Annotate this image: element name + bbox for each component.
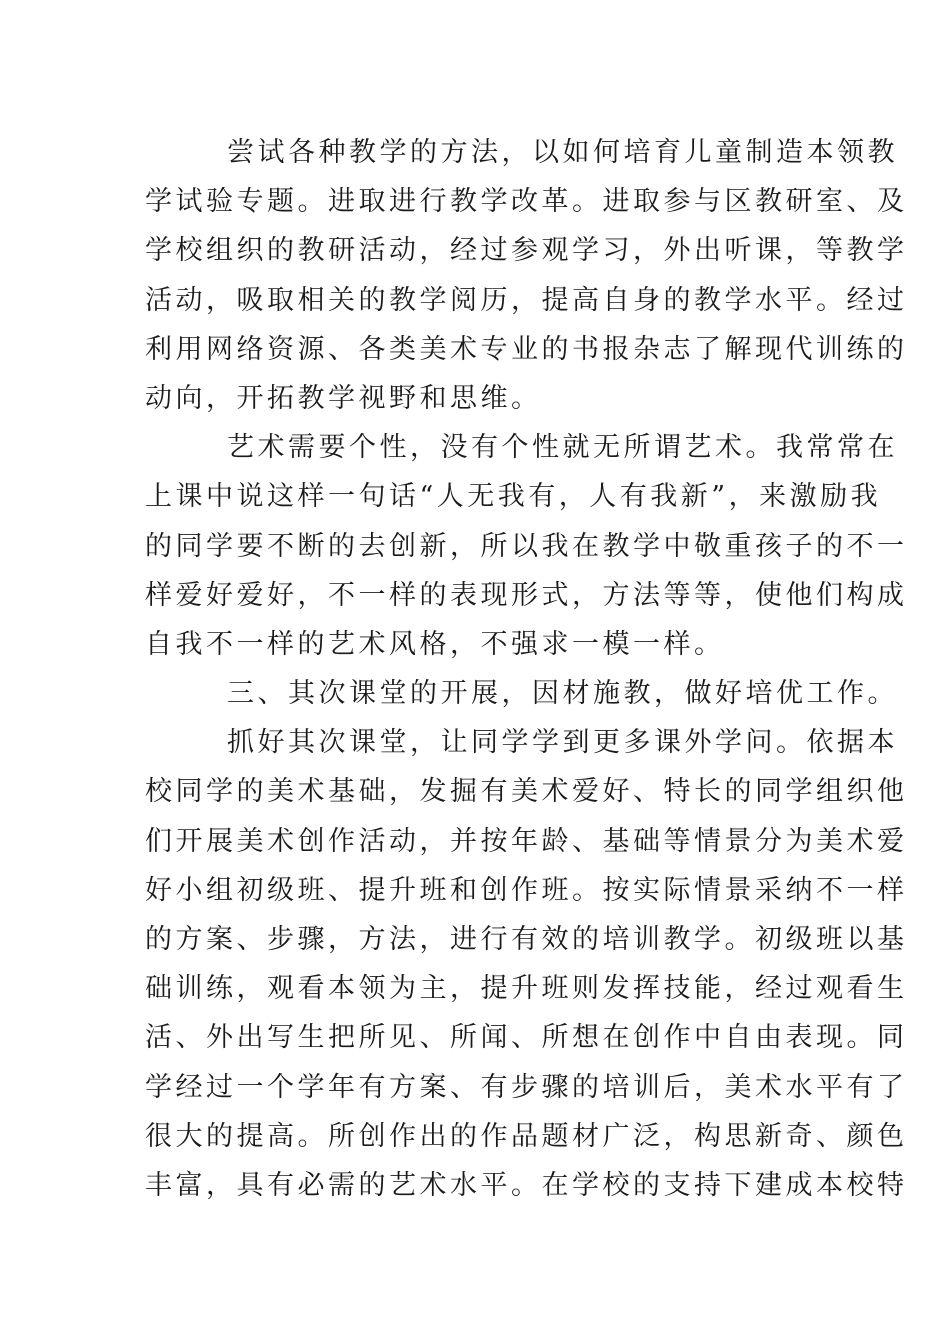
paragraph-line: 上课中说这样一句话“人无我有，人有我新”，来激励我 xyxy=(145,481,882,513)
paragraph-line: 的方案、步骤，方法，进行有效的培训教学。初级班以基 xyxy=(145,924,908,955)
paragraph-line: 学试验专题。进取进行教学改革。进取参与区教研室、及 xyxy=(145,186,908,218)
paragraph-line: 学校组织的教研活动，经过参观学习，外出听课，等教学 xyxy=(145,235,908,267)
paragraph-line: 丰富，具有必需的艺术水平。在学校的支持下建成本校特 xyxy=(145,1169,908,1201)
paragraph-line: 尝试各种教学的方法，以如何培育儿童制造本领教 xyxy=(227,137,898,168)
paragraph-line: 础训练，观看本领为主，提升班则发挥技能，经过观看生 xyxy=(145,973,908,1005)
paragraph-line: 样爱好爱好，不一样的表现形式，方法等等，使他们构成 xyxy=(145,579,908,611)
paragraph-line: 活动，吸取相关的教学阅历，提高自身的教学水平。经过 xyxy=(145,284,908,316)
paragraph-line: 利用网络资源、各类美术专业的书报杂志了解现代训练的 xyxy=(145,333,908,365)
paragraph-line: 的同学要不断的去创新，所以我在教学中敬重孩子的不一 xyxy=(145,530,908,562)
paragraph-line: 艺术需要个性，没有个性就无所谓艺术。我常常在 xyxy=(227,432,898,464)
paragraph-line: 好小组初级班、提升班和创作班。按实际情景采纳不一样 xyxy=(145,874,908,906)
paragraph-line: 很大的提高。所创作出的作品题材广泛，构思新奇、颜色 xyxy=(145,1120,908,1152)
paragraph-line: 自我不一样的艺术风格，不强求一模一样。 xyxy=(145,628,725,660)
paragraph-line: 学经过一个学年有方案、有步骤的培训后，美术水平有了 xyxy=(145,1071,908,1103)
paragraph-line: 抓好其次课堂，让同学学到更多课外学问。依据本 xyxy=(227,727,898,759)
section-heading: 三、其次课堂的开展，因材施教，做好培优工作。 xyxy=(227,678,898,710)
paragraph-line: 动向，开拓教学视野和思维。 xyxy=(145,382,542,414)
paragraph-line: 活、外出写生把所见、所闻、所想在创作中自由表现。同 xyxy=(145,1022,908,1054)
paragraph-line: 们开展美术创作活动，并按年龄、基础等情景分为美术爱 xyxy=(145,825,908,857)
document-body xyxy=(145,128,908,1210)
paragraph-line: 校同学的美术基础，发掘有美术爱好、特长的同学组织他 xyxy=(145,776,908,808)
